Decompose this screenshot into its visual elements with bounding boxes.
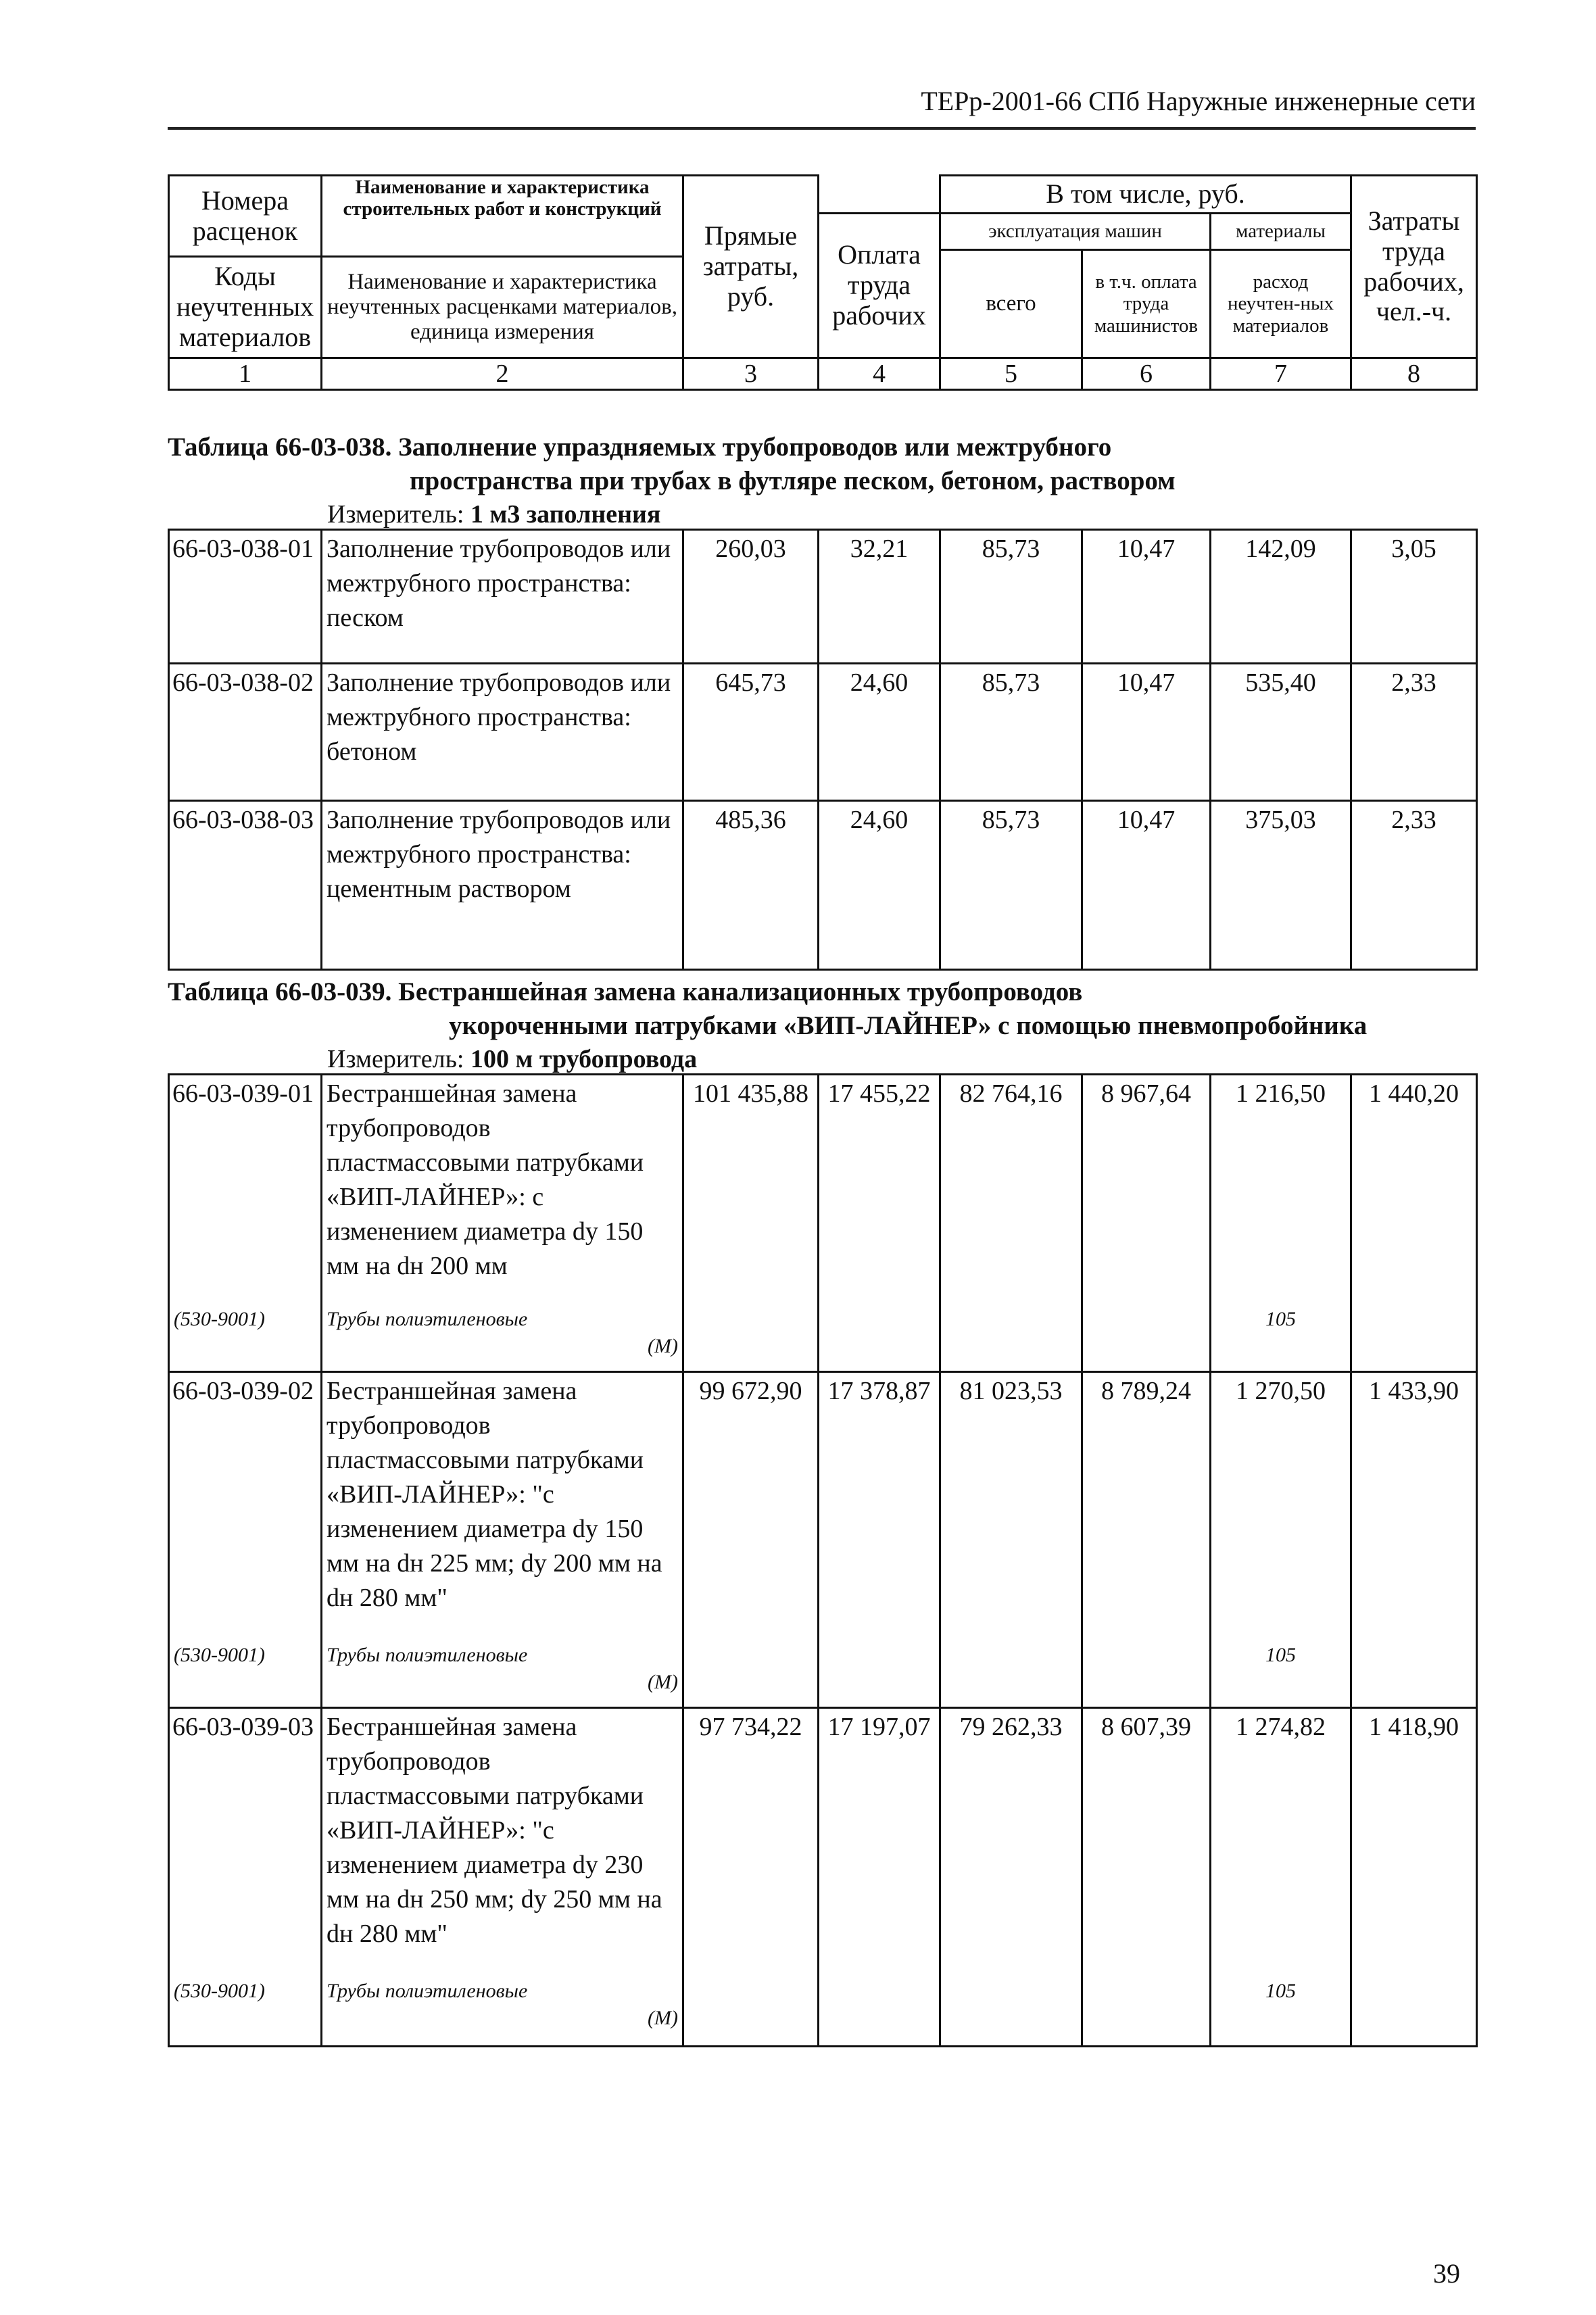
material-row: (530-9001) Трубы полиэтиленовые (М) 105: [169, 1640, 1477, 1708]
table-row: 66-03-038-02 Заполнение трубопроводов или межтрубного пространства: бетоном 645,73 24,60 85,73 10,47 535,40 2,33: [169, 664, 1477, 801]
table-row: 66-03-038-01 Заполнение трубопроводов или межтрубного пространства: песком 260,03 32,21 85,73 10,47 142,09 3,05: [169, 530, 1477, 664]
header-machinist-pay: в т.ч. оплата труда машинистов: [1082, 250, 1211, 358]
header-materials: материалы: [1211, 214, 1351, 250]
material-row: (530-9001) Трубы полиэтиленовые (М) 105: [169, 1305, 1477, 1372]
material-row: (530-9001) Трубы полиэтиленовые (М) 105: [169, 1976, 1477, 2047]
column-header-table: [168, 174, 1478, 391]
header-rate-numbers: Номера расценок: [169, 176, 322, 257]
header-including: В том числе, руб.: [940, 176, 1351, 214]
page-number: 39: [1433, 2258, 1460, 2289]
header-unaccounted-materials: расход неучтен-ных материалов: [1211, 250, 1351, 358]
table39-measure: Измеритель: 100 м трубопровода: [327, 1045, 698, 1073]
header-worker-pay: Оплата труда рабочих: [819, 214, 940, 358]
header-direct-costs: Прямые затраты, руб.: [683, 176, 819, 358]
table-row: 66-03-039-02 Бестраншейная замена трубопроводов пластмассовыми патрубками «ВИП-ЛАЙНЕР»: "с изменением диаметра dу 150 мм на dн 225 мм; dу 200 мм на dн 280 мм" 99 672,90 17 378,87 81 023,53 8 789,24 1 270,50 1 433,90: [169, 1372, 1477, 1640]
table39-body: [168, 1073, 1478, 2047]
table-row: 66-03-038-03 Заполнение трубопроводов или межтрубного пространства: цементным раствором 485,36 24,60 85,73 10,47 375,03 2,33: [169, 801, 1477, 970]
header-material-name: Наименование и характеристика неучтенных расценками материалов, единица измерения: [322, 257, 683, 358]
header-machine-operation: эксплуатация машин: [940, 214, 1211, 250]
header-labor-hours: Затраты труда рабочих, чел.-ч.: [1351, 176, 1477, 358]
table39-title-line2: укороченными патрубками «ВИП-ЛАЙНЕР» с помощью пневмопробойника: [449, 1011, 1368, 1040]
column-numbers-row: 1 2 3 4 5 6 7 8: [169, 358, 1477, 390]
header-work-name: Наименование и характеристика строительных работ и конструкций: [322, 176, 683, 257]
table-row: 66-03-039-01 Бестраншейная замена трубопроводов пластмассовыми патрубками «ВИП-ЛАЙНЕР»: с изменением диаметра dу 150 мм на dн 200 мм 101 435,88 17 455,22 82 764,16 8 967,64 1 216,50 1 440,20: [169, 1075, 1477, 1305]
table-row: 66-03-039-03 Бестраншейная замена трубопроводов пластмассовыми патрубками «ВИП-ЛАЙНЕР»: "с изменением диаметра dу 230 мм на dн 250 мм; dу 250 мм на dн 280 мм" 97 734,22 17 197,07 79 262,33 8 607,39 1 274,82 1 418,90: [169, 1708, 1477, 1976]
table38-measure: Измеритель: 1 м3 заполнения: [327, 500, 661, 529]
table39-title-line1: Таблица 66-03-039. Бестраншейная замена канализационных трубопроводов: [168, 977, 1083, 1006]
header-machines-total: всего: [940, 250, 1082, 358]
table38-title-line2: пространства при трубах в футляре песком, бетоном, раствором: [410, 466, 1176, 495]
table38-title-line1: Таблица 66-03-038. Заполнение упраздняемых трубопроводов или межтрубного: [168, 433, 1112, 462]
document-header: ТЕРр-2001-66 СПб Наружные инженерные сети: [168, 88, 1476, 130]
header-material-codes: Коды неучтенных материалов: [169, 257, 322, 358]
table38-body: [168, 529, 1478, 971]
